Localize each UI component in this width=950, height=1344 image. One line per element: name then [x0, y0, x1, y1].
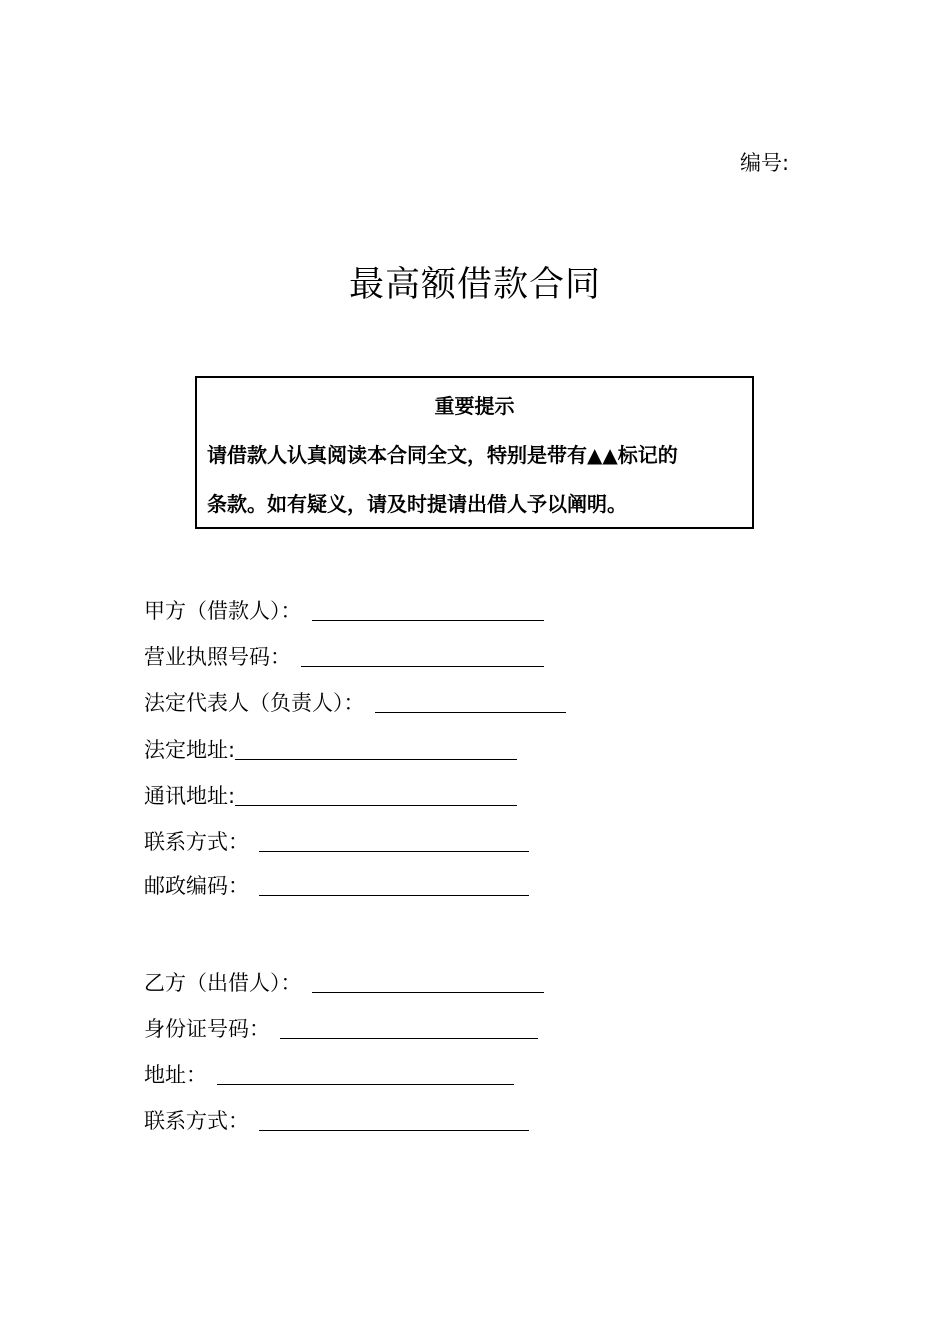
party-a-contact-label: 联系方式：	[144, 830, 249, 854]
mailing-address-field	[144, 779, 517, 809]
party-b-lender-label: 乙方（出借人）：	[144, 971, 302, 995]
party-b-contact-label: 联系方式：	[144, 1109, 249, 1133]
notice-text-line-2: 条款。如有疑义，请及时提请出借人予以阐明。	[207, 492, 627, 516]
postal-code-blank[interactable]	[259, 875, 529, 896]
postal-code-field	[144, 869, 529, 899]
party-a-contact-field	[144, 825, 529, 855]
legal-representative-field	[144, 686, 566, 716]
postal-code-label: 邮政编码：	[144, 874, 249, 898]
party-b-lender-blank[interactable]	[312, 972, 544, 993]
legal-address-field	[144, 733, 517, 763]
party-a-borrower-label: 甲方（借款人）：	[144, 599, 302, 623]
party-a-borrower-blank[interactable]	[312, 600, 544, 621]
party-b-address-label: 地址：	[144, 1063, 207, 1087]
id-number-blank[interactable]	[280, 1018, 538, 1039]
party-a-contact-blank[interactable]	[259, 831, 529, 852]
party-b-contact-field	[144, 1104, 529, 1134]
notice-text-line-1: 请借款人认真阅读本合同全文，特别是带有▲▲标记的	[207, 443, 678, 467]
contract-number-label: 编号:	[740, 151, 790, 175]
party-b-contact-blank[interactable]	[259, 1110, 529, 1131]
mailing-address-blank[interactable]	[235, 785, 517, 806]
party-a-borrower-field	[144, 594, 544, 624]
business-license-label: 营业执照号码：	[144, 645, 291, 669]
important-notice-box	[195, 376, 754, 529]
document-title: 最高额借款合同	[348, 265, 601, 305]
business-license-field	[144, 640, 544, 670]
party-b-lender-field	[144, 966, 544, 996]
id-number-label: 身份证号码：	[144, 1017, 270, 1041]
id-number-field	[144, 1012, 538, 1042]
legal-address-label: 法定地址:	[144, 738, 236, 762]
mailing-address-label: 通讯地址:	[144, 784, 236, 808]
notice-heading: 重要提示	[434, 394, 515, 418]
party-b-address-field	[144, 1058, 514, 1088]
legal-representative-blank[interactable]	[375, 692, 566, 713]
legal-representative-label: 法定代表人（负责人）：	[144, 691, 365, 715]
party-b-address-blank[interactable]	[217, 1064, 514, 1085]
legal-address-blank[interactable]	[235, 739, 517, 760]
business-license-blank[interactable]	[301, 646, 544, 667]
